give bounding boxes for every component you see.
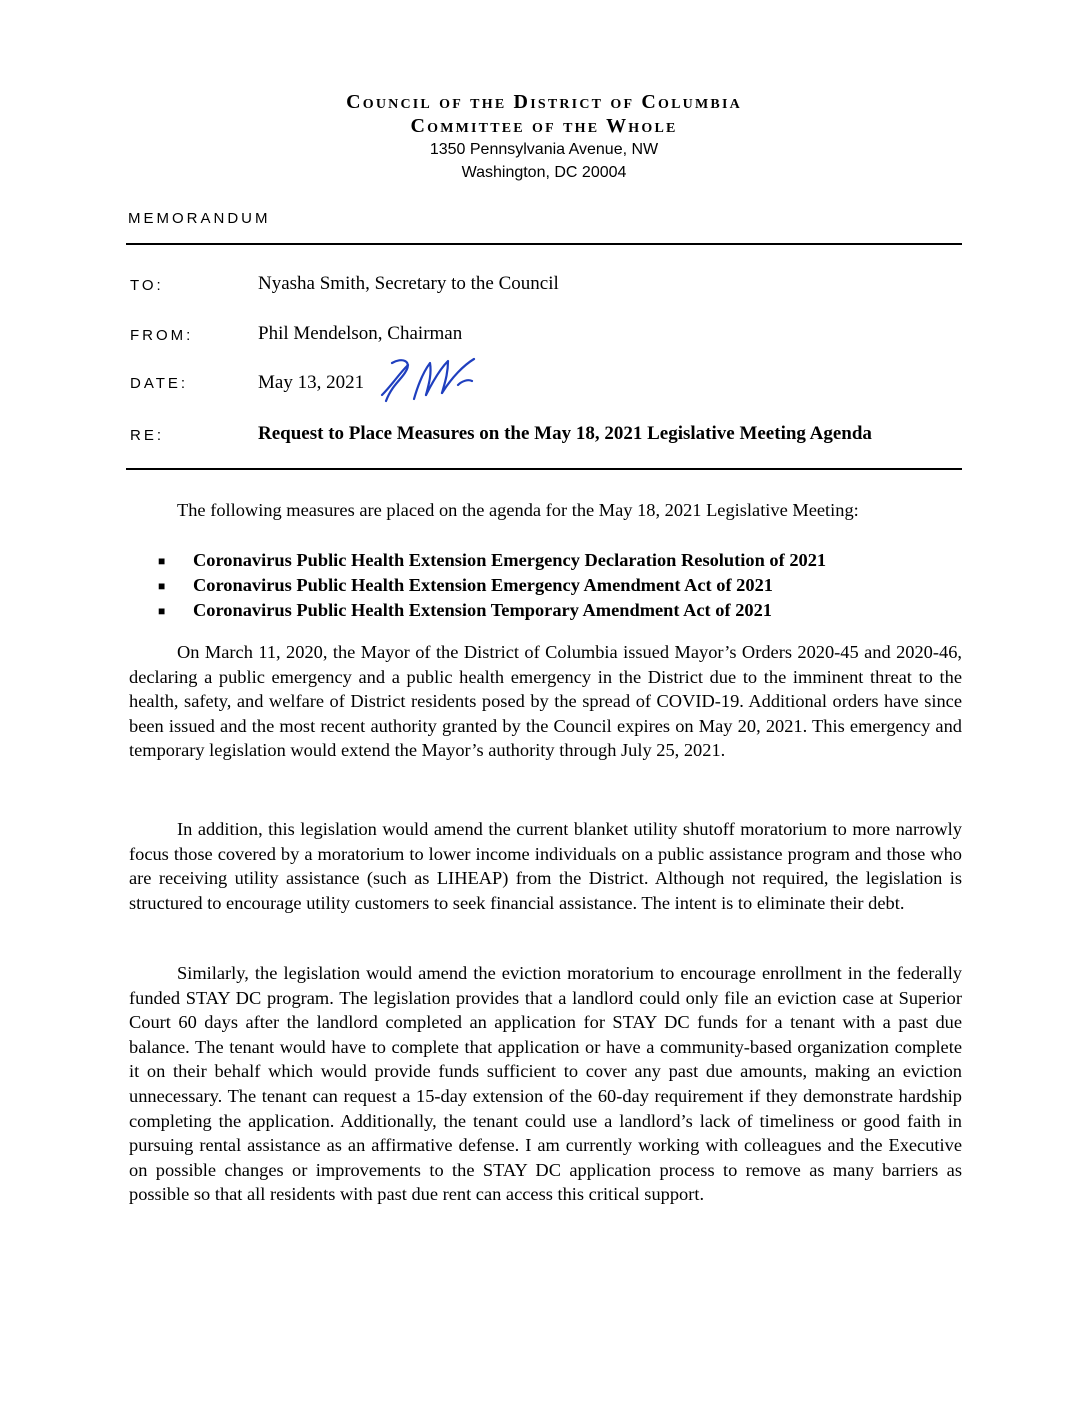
paragraph-utility-moratorium: In addition, this legislation would amend the current blanket utility shutoff moratorium to more narrowly focus those covered by a moratorium to lower income individuals on a public assistance program and those who are receiving utility assistance (such as LIHEAP) from the District. Although not required, the legislation is structured to encourage utility customers to seek financial assistance. The intent is to eliminate their debt. xyxy=(129,819,962,913)
from-label: FROM: xyxy=(130,327,194,344)
bullet-icon: ■ xyxy=(158,604,166,619)
measure-title: Coronavirus Public Health Extension Temporary Amendment Act of 2021 xyxy=(193,600,772,620)
to-label: TO: xyxy=(130,277,164,294)
memorandum-label: MEMORANDUM xyxy=(128,210,271,227)
bullet-icon: ■ xyxy=(158,579,166,594)
header-council: Council of the District of Columbia xyxy=(346,91,742,113)
paragraph-mayors-orders: On March 11, 2020, the Mayor of the District of Columbia issued Mayor’s Orders 2020-45 and 2020-46, declaring a public emergency and a public health emergency in the District due to the imminent threat to the health, safety, and welfare of District residents posed by the spread of COVID-19. Additional orders have since been issued and the most recent authority granted by the Council expires on May 20, 2021. This emergency and temporary legislation would extend the Mayor’s authority through July 25, 2021. xyxy=(129,642,962,761)
measure-item xyxy=(158,573,826,598)
chairman-signature xyxy=(378,355,488,405)
re-value: Request to Place Measures on the May 18, 2021 Legislative Meeting Agenda xyxy=(258,423,872,444)
date-label: DATE: xyxy=(130,375,189,392)
measure-title: Coronavirus Public Health Extension Emergency Declaration Resolution of 2021 xyxy=(193,550,827,570)
from-value: Phil Mendelson, Chairman xyxy=(258,323,463,344)
date-value: May 13, 2021 xyxy=(258,372,365,393)
measure-title: Coronavirus Public Health Extension Emergency Amendment Act of 2021 xyxy=(193,575,773,595)
intro-text: The following measures are placed on the agenda for the May 18, 2021 Legislative Meeting: xyxy=(177,500,859,520)
measures-list xyxy=(158,548,826,623)
to-value: Nyasha Smith, Secretary to the Council xyxy=(258,273,559,294)
header-address-street: 1350 Pennsylvania Avenue, NW xyxy=(429,141,659,158)
measure-item xyxy=(158,598,826,623)
bottom-divider xyxy=(126,468,962,470)
re-label: RE: xyxy=(130,427,165,444)
bullet-icon: ■ xyxy=(158,554,166,569)
paragraph-eviction-moratorium: Similarly, the legislation would amend the eviction moratorium to encourage enrollment in the federally funded STAY DC program. The legislation provides that a landlord could only file an eviction case at Superior Court 60 days after the landlord completed an application for STAY DC funds for a tenant with a past due balance. The tenant would have to complete that application or have a community-based organization complete it on their behalf which would provide funds sufficient to cover any past due amounts, making an eviction unnecessary. The tenant can request a 15-day extension of the 60-day requirement if they demonstrate hardship completing the application. Additionally, the tenant could use a landlord’s lack of timeliness or good faith in pursuing rental assistance as an affirmative defense. I am currently working with colleagues and the Executive on possible changes or improvements to the STAY DC application process to remove as many barriers as possible so that all residents with past due rent can access this critical support. xyxy=(129,963,962,1205)
header-address-city: Washington, DC 20004 xyxy=(461,164,627,181)
header-committee: Committee of the Whole xyxy=(410,115,678,137)
top-divider xyxy=(126,243,962,245)
measure-item xyxy=(158,548,826,573)
